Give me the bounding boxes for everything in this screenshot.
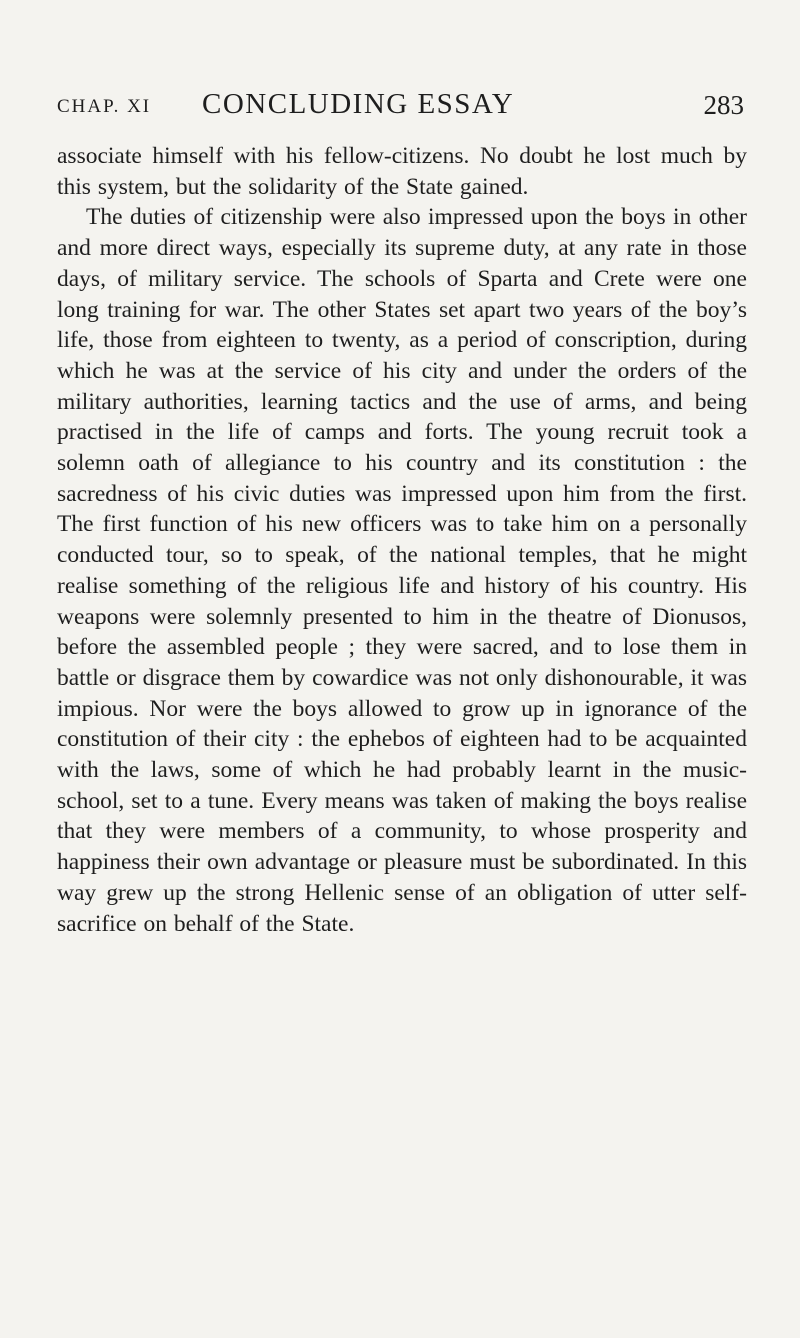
paragraph: The duties of citizenship were also impressed upon the boys in other and more direct ways, especially its supreme duty, at any rate in those days, of military service. The schools of Sparta and Crete were one long training for war. The other States set apart two years of the boy’s life, those from eighteen to twenty, as a period of conscription, during which he was at the service of his city and under the orders of the military authorities, learning tactics and the use of arms, and being practised in the life of camps and forts. The young recruit took a solemn oath of allegiance to his country and its constitution : the sacredness of his civic duties was impressed upon him from the first. The first function of his new officers was to take him on a personally conducted tour, so to speak, of the national temples, that he might realise something of the religious life and history of his country. His weapons were solemnly presented to him in the theatre of Dionusos, before the assembled people ; they were sacred, and to lose them in battle or disgrace them by cowardice was not only dishonourable, it was impious. Nor were the boys allowed to grow up in ignorance of the constitution of their city : the ephebos of eighteen had to be acquainted with the laws, some of which he had probably learnt in the music-school, set to a tune. Every means was taken of making the boys realise that they were members of a community, to whose prosperity and happiness their own advantage or pleasure must be subordinated. In this way grew up the strong Hellenic sense of an obligation of utter self-sacrifice on behalf of the State. bbox=[57, 204, 747, 937]
body-text bbox=[57, 141, 747, 939]
chapter-label: CHAP. XI bbox=[57, 96, 152, 117]
page-number: 283 bbox=[703, 90, 744, 120]
running-header bbox=[57, 88, 744, 128]
chapter-title: CONCLUDING ESSAY bbox=[202, 88, 515, 120]
paragraph: associate himself with his fellow-citizens. No doubt he lost much by this system, but the solidarity of the State gained. bbox=[57, 143, 747, 200]
